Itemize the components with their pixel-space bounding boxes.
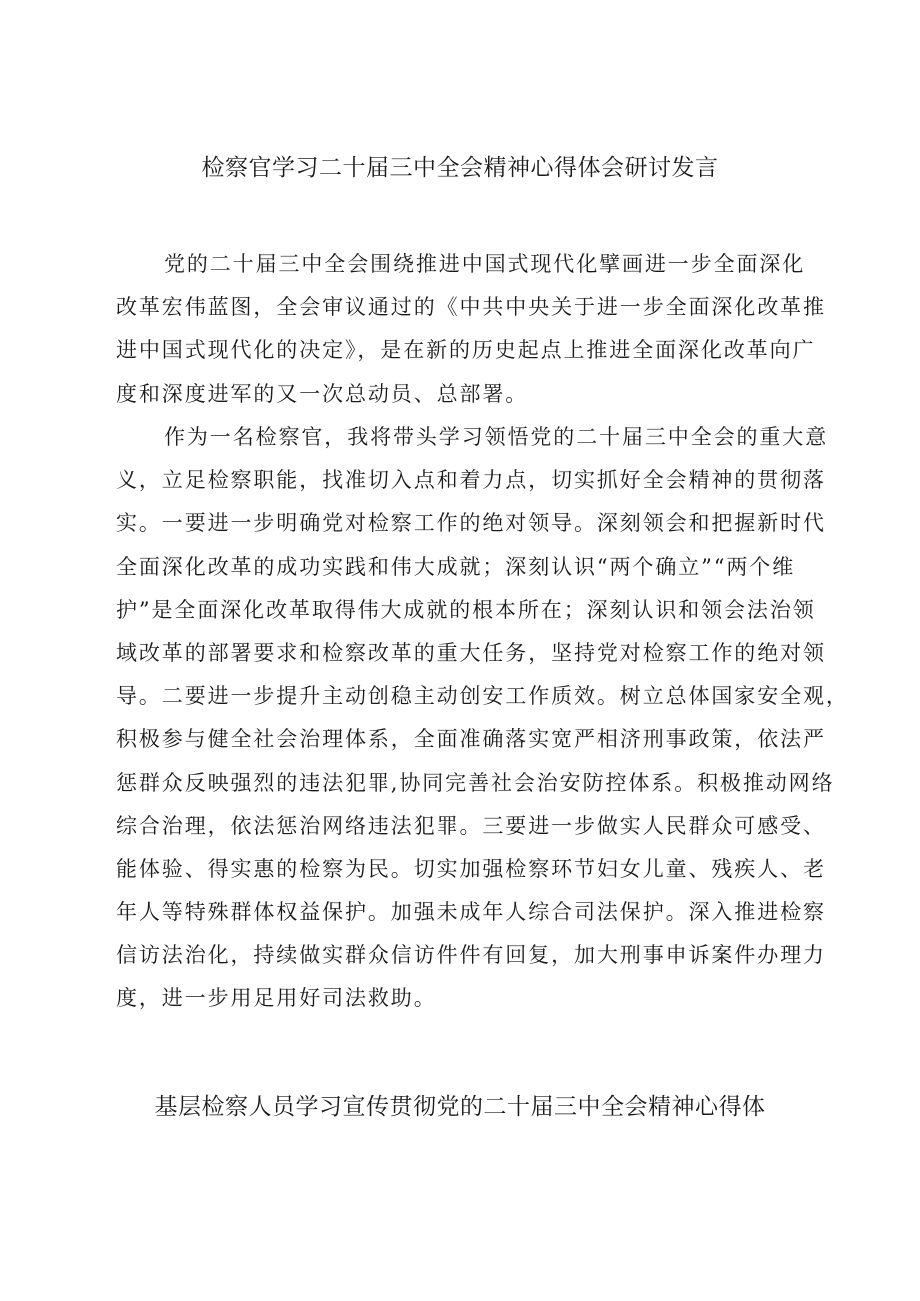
text-line: 度，进一步用足用好司法救助。 [116,986,437,1011]
text-line: 作为一名检察官，我将带头学习领悟党的二十届三中全会的重大意 [164,425,829,449]
text-line: 综合治理，依法惩治网络违法犯罪。三要进一步做实人民群众可感受、 [116,813,826,838]
text-line: 党的二十届三中全会围绕推进中国式现代化擘画进一步全面深化 [164,252,806,276]
text-line: 全面深化改革的成功实践和伟大成就；深刻认识“两个确立”“两个维 [116,554,796,579]
text-line: 进中国式现代化的决定》，是在新的历史起点上推进全面深化改革向广 [116,338,816,363]
text-line: 年人等特殊群体权益保护。加强未成年人综合司法保护。深入推进检察 [116,900,826,925]
text-line: 能体验、得实惠的检察为民。切实加强检察环节妇女儿童、残疾人、老 [116,856,826,881]
text-line: 义，立足检察职能，找准切入点和着力点，切实抓好全会精神的贯彻落 [116,468,826,493]
second-document-title: 基层检察人员学习宣传贯彻党的二十届三中全会精神心得体 [154,1094,766,1120]
text-line: 信访法治化，持续做实群众信访件件有回复，加大刑事申诉案件办理力 [116,943,826,968]
text-line: 实。一要进一步明确党对检察工作的绝对领导。深刻领会和把握新时代 [116,511,826,536]
text-line: 积极参与健全社会治理体系，全面准确落实宽严相济刑事政策，依法严 [116,727,826,752]
text-line: 惩群众反映强烈的违法犯罪,协同完善社会治安防控体系。积极推动网络 [116,770,835,795]
paragraph-2 [116,416,849,1021]
document-title: 检察官学习二十届三中全会精神心得体会研讨发言 [201,155,719,181]
text-line: 护”是全面深化改革取得伟大成就的根本所在；深刻认识和领会法治领 [116,597,816,622]
text-line: 导。二要进一步提升主动创稳主动创安工作质效。树立总体国家安全观， [116,684,849,709]
text-line: 度和深度进军的又一次总动员、总部署。 [116,381,529,406]
paragraph-1 [116,243,836,416]
text-line: 改革宏伟蓝图，全会审议通过的《中共中央关于进一步全面深化改革推 [116,295,826,320]
text-line: 域改革的部署要求和检察改革的重大任务，坚持党对检察工作的绝对领 [116,640,826,665]
